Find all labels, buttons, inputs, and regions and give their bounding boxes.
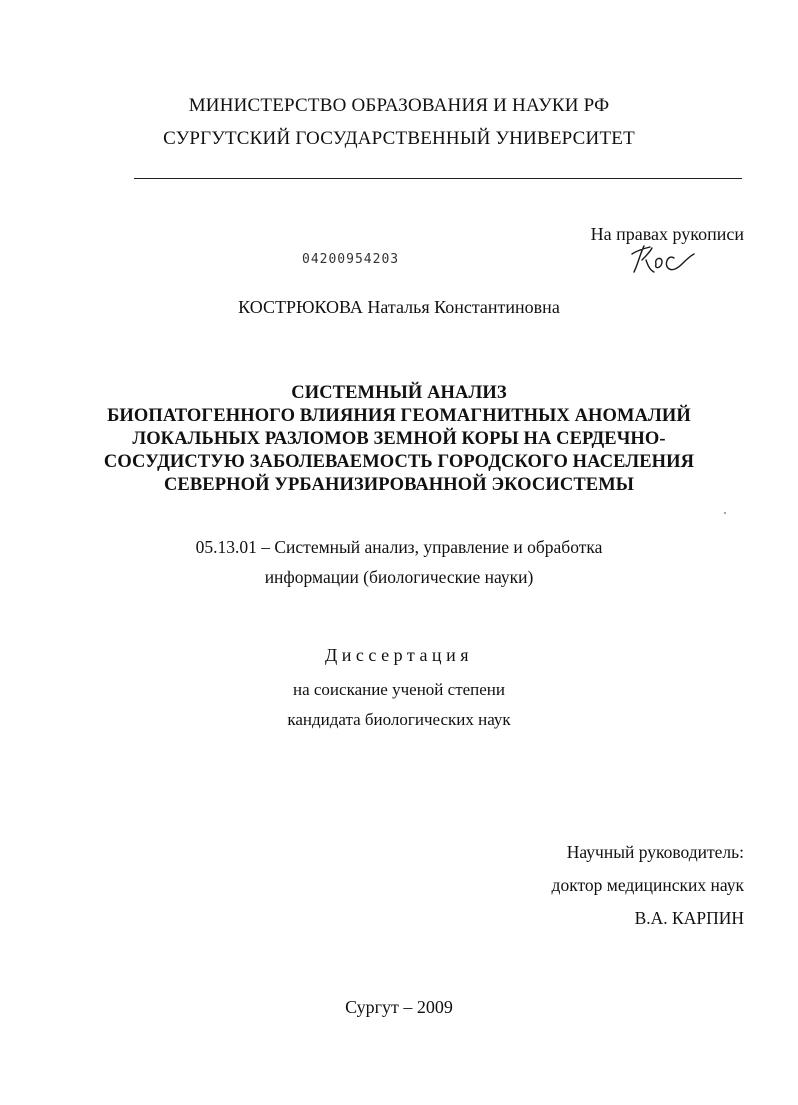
- dissertation-title: [0, 382, 798, 497]
- header-divider: [134, 178, 742, 179]
- university-heading: СУРГУТСКИЙ ГОСУДАРСТВЕННЫЙ УНИВЕРСИТЕТ: [163, 128, 635, 149]
- author-name: КОСТРЮКОВА Наталья Константиновна: [238, 297, 560, 317]
- ministry-heading: МИНИСТЕРСТВО ОБРАЗОВАНИЯ И НАУКИ РФ: [188, 95, 610, 116]
- city-year: Сургут – 2009: [345, 997, 453, 1017]
- supervisor-label: Научный руководитель:: [566, 842, 744, 862]
- specialty-line-2: информации (биологические науки): [264, 567, 534, 587]
- title-line: БИОПАТОГЕННОГО ВЛИЯНИЯ ГЕОМАГНИТНЫХ АНОМАЛИЙ: [107, 406, 691, 426]
- supervisor-title: доктор медицинских наук: [551, 875, 744, 895]
- handwritten-signature: [628, 242, 698, 276]
- rights-note: На правах рукописи: [590, 224, 744, 244]
- thesis-type: Диссертация: [325, 645, 473, 665]
- title-line: СОСУДИСТУЮ ЗАБОЛЕВАЕМОСТЬ ГОРОДСКОГО НАСЕЛЕНИЯ: [103, 452, 695, 472]
- thesis-purpose: на соискание ученой степени: [292, 680, 506, 699]
- title-line: ЛОКАЛЬНЫХ РАЗЛОМОВ ЗЕМНОЙ КОРЫ НА СЕРДЕЧНО-: [132, 429, 666, 449]
- title-line: СИСТЕМНЫЙ АНАЛИЗ: [291, 383, 507, 403]
- supervisor-name: В.А. КАРПИН: [634, 908, 744, 928]
- thesis-degree: кандидата биологических наук: [287, 710, 511, 729]
- scan-speck: [724, 512, 726, 514]
- specialty-block: [0, 532, 798, 592]
- title-line: СЕВЕРНОЙ УРБАНИЗИРОВАННОЙ ЭКОСИСТЕМЫ: [163, 475, 635, 495]
- catalog-code: 04200954203: [302, 252, 400, 267]
- supervisor-block: [552, 836, 744, 935]
- specialty-line-1: 05.13.01 – Системный анализ, управление и обработка: [195, 537, 603, 557]
